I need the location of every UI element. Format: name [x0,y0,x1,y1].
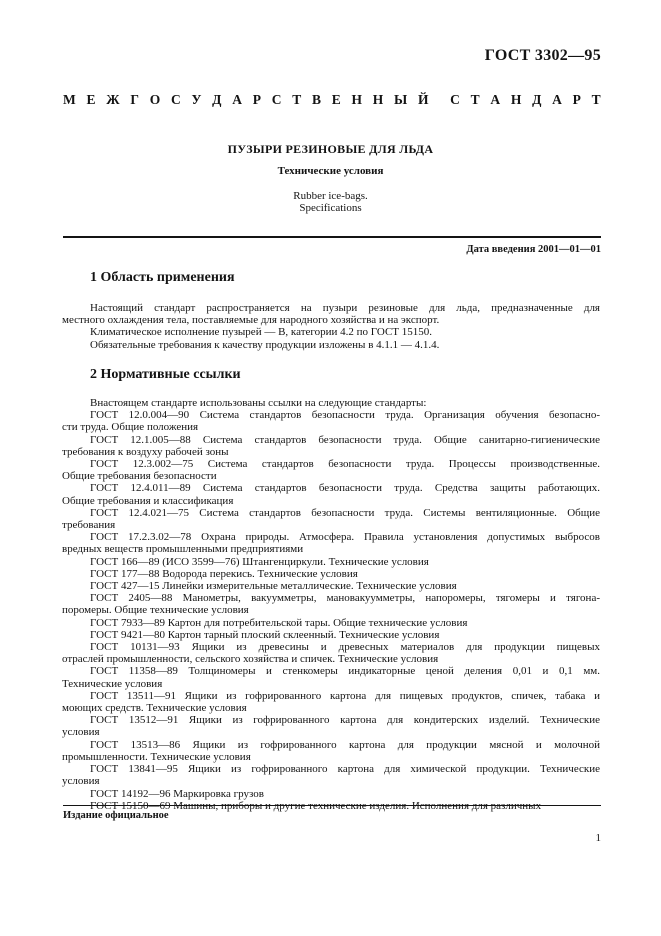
normative-reference-continuation: Общие требования и классификация [62,494,234,507]
normative-reference [62,531,600,556]
standard-kind-letter: У [191,92,202,107]
normative-reference-first-line: ГОСТ 15150—69 Машины, приборы и другие технические изделия. Исполнения для различных [90,799,542,812]
normative-reference-continuation: требования к воздуху рабочей зоны [62,445,229,458]
section-1-paragraph-continuation: местного охлаждения тела, поставляемые для народного хозяйства и на экспорт. [62,314,440,327]
normative-reference [62,592,600,617]
english-title-line-1: Rubber ice-bags. [293,190,368,202]
standard-kind-letter: Т [591,92,601,107]
normative-reference-first-line: ГОСТ 7933—89 Картон для потребительской тары. Общие технические условия [90,616,468,629]
edition-note: Издание официальное [63,810,169,821]
normative-reference-first-line: ГОСТ 13841—95 Ящики из гофрированного картона для химической продукции. Технические [90,763,600,776]
normative-reference-first-line: ГОСТ 17.2.3.02—78 Охрана природы. Атмосфера. Правила установления допустимых выбросов [90,531,600,544]
normative-reference-first-line: ГОСТ 12.1.005—88 Система стандартов безопасности труда. Общие санитарно-гигиенические [90,433,600,446]
normative-reference-first-line: ГОСТ 2405—88 Манометры, вакуумметры, мановакуумметры, напоромеры, тягомеры и тягона- [90,592,600,605]
normative-reference [62,458,600,483]
normative-reference [90,568,600,580]
standard-kind-letter: Р [252,92,261,107]
section-1-paragraph-first-line: Настоящий стандарт распространяется на пузыри резиновые для льда, предназначенные для [90,302,600,314]
standard-kind-letter: Й [418,92,429,107]
standard-kind-letter: Н [351,92,363,107]
normative-reference-continuation: Общие требования безопасности [62,470,217,483]
section-1-paragraph [90,339,600,351]
section-1-paragraph [90,326,600,338]
section-2-heading: 2 Нормативные ссылки [90,367,241,382]
normative-reference-first-line: ГОСТ 13513—86 Ящики из гофрированного картона для продукции мясной и молочной [90,738,600,751]
standard-kind-letter: Т [470,92,480,107]
normative-reference [62,689,600,715]
standard-kind-letter: Е [86,92,96,107]
normative-reference-first-line: ГОСТ 427—15 Линейки измерительные металлические. Технические условия [90,580,457,593]
normative-reference-continuation: вредных веществ промышленными предприятиями [62,543,304,556]
section-1-body [62,302,600,351]
standard-kind-letter: Г [130,92,139,107]
normative-reference [62,714,600,739]
normative-reference-first-line: ГОСТ 13511—91 Ящики из гофрированного картона для пищевых продуктов, спичек, табака и [90,689,600,702]
section-1-paragraph [62,302,600,327]
normative-reference [90,617,600,629]
normative-reference-continuation: сти труда. Общие положения [62,421,199,434]
standard-kind-letter: Ы [394,92,408,107]
page-number: 1 [595,832,601,844]
standard-kind-letter: Т [292,92,302,107]
standard-kind-letter: М [63,92,76,107]
normative-reference-continuation: поромеры. Общие технические условия [62,604,249,617]
introduction-date: Дата введения 2001—01—01 [466,244,601,255]
standard-kind-letter: Н [372,92,384,107]
normative-reference-continuation: промышленности. Технические условия [62,750,251,763]
standard-kind-letter: О [149,92,161,107]
normative-reference-first-line: ГОСТ 12.4.021—75 Система стандартов безопасности труда. Системы вентиляционные. Общие [90,506,600,519]
document-title: ПУЗЫРИ РЕЗИНОВЫЕ ДЛЯ ЛЬДА [227,142,434,156]
english-title [0,190,661,214]
section-2-intro: Внастоящем стандарте использованы ссылки на следующие стандарты: [90,397,427,409]
standard-kind-letter: Д [212,92,222,107]
normative-reference [90,556,600,568]
normative-reference [62,641,600,666]
normative-reference-first-line: ГОСТ 12.0.004—90 Система стандартов безопасности труда. Организация обучения безопасно- [90,409,600,422]
standard-kind-letter: А [490,92,501,107]
normative-reference-first-line: ГОСТ 13512—91 Ящики из гофрированного картона для кондитерских изделий. Технические [90,714,600,727]
standard-kind-letter: А [232,92,242,107]
standard-kind-letter: В [311,92,321,107]
normative-reference [90,629,600,641]
normative-reference-first-line: ГОСТ 12.4.011—89 Система стандартов безопасности труда. Средства защиты работающих. [90,482,600,495]
normative-reference [62,409,600,434]
normative-reference [90,788,600,800]
section-1-heading: 1 Область применения [90,270,235,285]
standard-kind-letter: С [271,92,282,107]
english-title-line-2: Specifications [299,202,362,214]
normative-reference-continuation: отраслей промышленности, сельского хозяйства и спичек. Технические условия [62,653,439,666]
doc-code: ГОСТ 3302—95 [484,47,601,64]
standard-kind-letter: С [450,92,460,107]
standard-kind-letter: Е [331,92,341,107]
normative-reference-first-line: ГОСТ 11358—89 Толщиномеры и стенкомеры индикаторные ценой деления 0,01 и 0,1 мм. [90,665,600,678]
standard-kind-letter: С [170,92,181,107]
standard-kind-letter: Р [572,92,581,107]
section-1-paragraph-first-line: Обязательные требования к качеству продукции изложены в 4.1.1 — 4.1.4. [90,338,440,351]
standard-kind-letter: Ж [106,92,120,107]
normative-reference-first-line: ГОСТ 9421—80 Картон тарный плоский склеенный. Технические условия [90,628,440,641]
normative-reference-continuation: требования [62,519,116,532]
normative-reference-first-line: ГОСТ 10131—93 Ящики из древесины и древесных материалов для продукции пищевых [90,641,600,654]
normative-reference-continuation: условия [62,775,100,788]
standard-kind-letter: Н [510,92,522,107]
normative-reference [90,580,600,592]
normative-reference [62,506,600,532]
normative-reference-continuation: моющих средств. Технические условия [62,702,247,715]
normative-reference-first-line: ГОСТ 12.3.002—75 Система стандартов безопасности труда. Процессы производственные. [90,458,600,471]
normative-reference-continuation: условия [62,726,100,739]
footer-divider [63,805,601,806]
section-2-body [62,397,600,812]
standard-kind-letter: Д [532,92,542,107]
normative-reference-continuation: Технические условия [62,677,163,690]
normative-reference [62,665,600,690]
section-1-paragraph-first-line: Климатическое исполнение пузырей — В, категории 4.2 по ГОСТ 15150. [90,326,432,339]
standard-kind-heading [63,92,601,108]
title-divider [63,236,601,238]
normative-reference-first-line: ГОСТ 14192—96 Маркировка грузов [90,787,264,800]
normative-reference-first-line: ГОСТ 177—88 Водорода перекись. Технические условия [90,567,358,580]
normative-reference [62,482,600,507]
normative-reference-first-line: ГОСТ 166—89 (ИСО 3599—76) Штангенциркули. Технические условия [90,555,429,568]
normative-reference [62,763,600,788]
normative-reference [62,738,600,763]
normative-reference [62,433,600,458]
standard-kind-letter: А [552,92,562,107]
document-subtitle: Технические условия [277,165,384,177]
